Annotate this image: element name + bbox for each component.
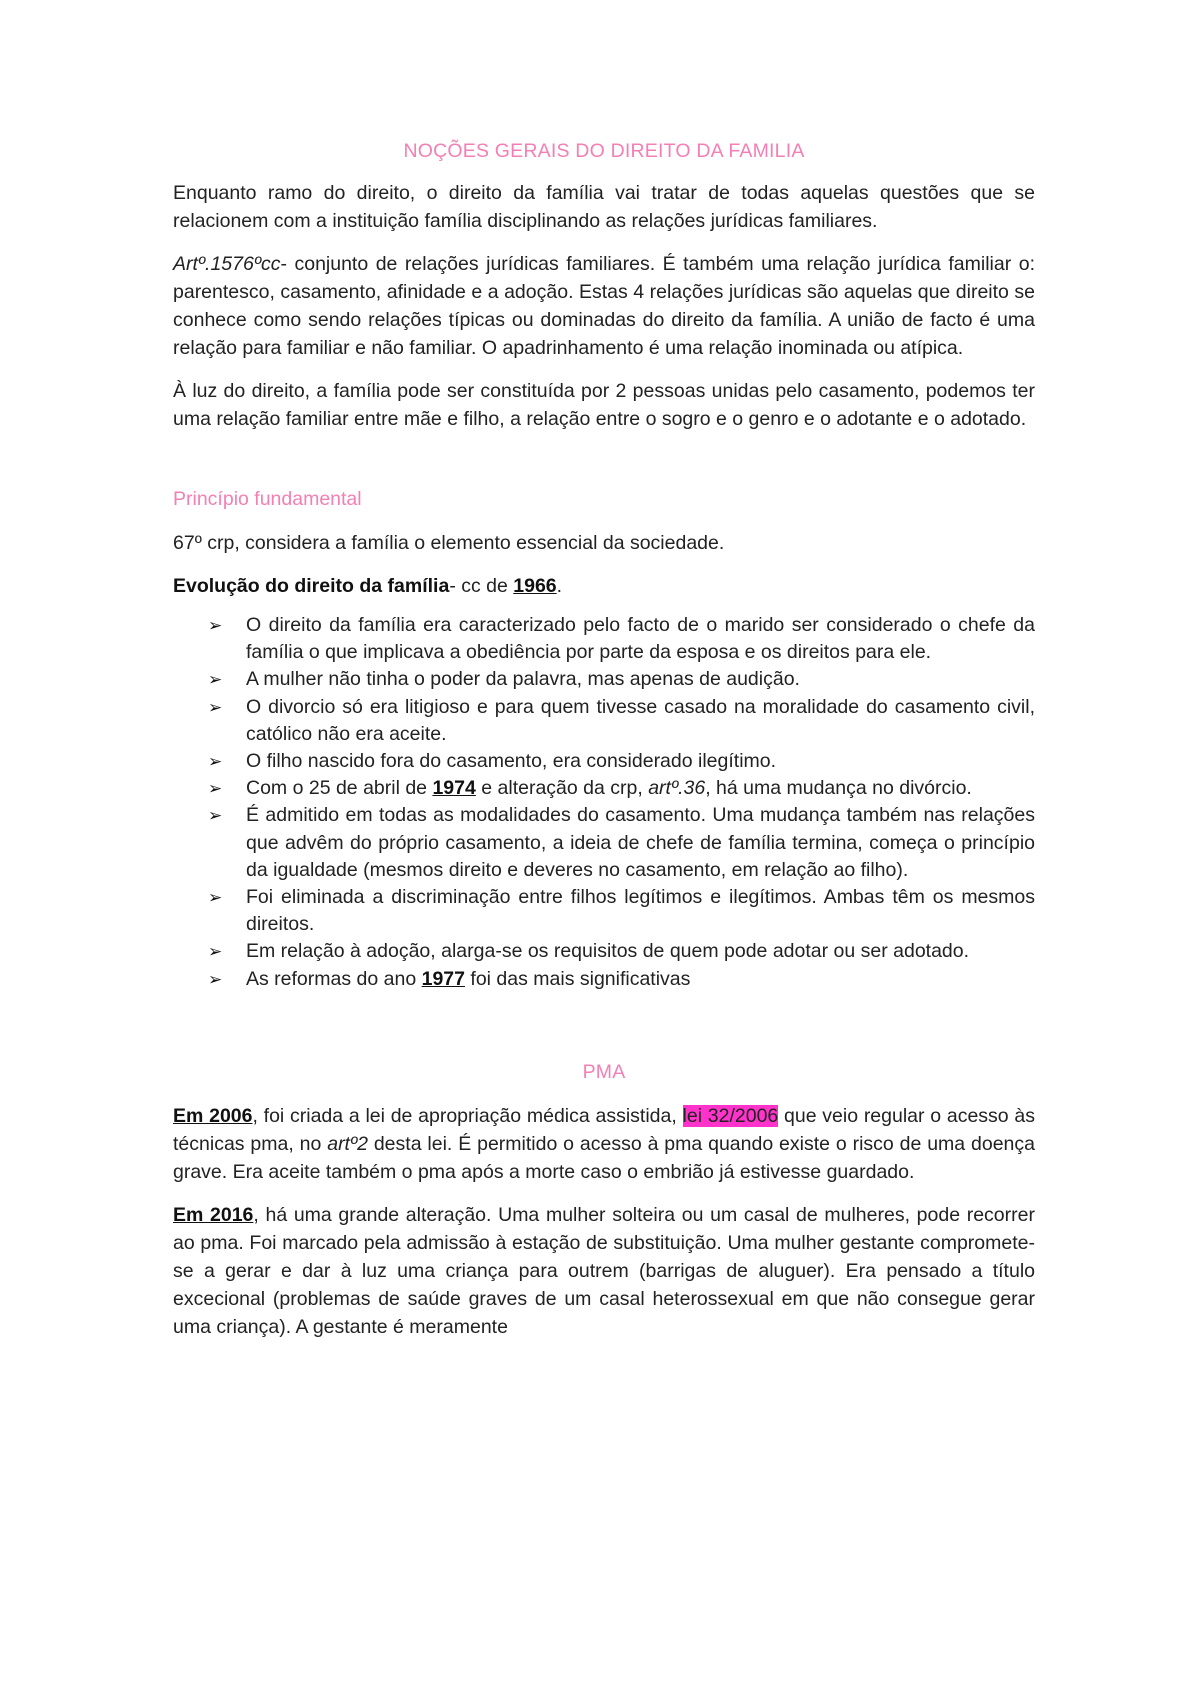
- arrow-bullet-icon: ➢: [208, 942, 223, 962]
- arrow-bullet-icon: ➢: [208, 779, 223, 799]
- year-1977: 1977: [421, 967, 465, 990]
- list-item-text: Em relação à adoção, alarga-se os requisitos de quem pode adotar ou ser adotado.: [246, 940, 970, 963]
- list-item-text: Foi eliminada a discriminação entre filhos legítimos e ilegítimos. Ambas têm os mesmos direitos.: [246, 886, 1035, 936]
- pma-2016-paragraph: [173, 1201, 1035, 1341]
- list-item-text: , há uma mudança no divórcio.: [705, 777, 972, 800]
- list-item-text: foi das mais significativas: [464, 967, 691, 990]
- evolution-end: .: [556, 575, 563, 597]
- article-1576-text: - conjunto de relações jurídicas familiares. É também uma relação jurídica familiar o: parentesco, casamento, afinidade e a adoção. Estas 4 relações jurídicas são aquelas que direito se conhece como sendo relações típicas ou dominadas do direito da família. A união de facto é uma relação para familiar e não familiar. O apadrinhamento é uma relação inominada ou atípica.: [173, 253, 1035, 359]
- list-item-text: O divorcio só era litigioso e para quem tivesse casado na moralidade do casamento civil, católico não era aceite.: [246, 695, 1035, 745]
- arrow-bullet-icon: ➢: [208, 806, 223, 826]
- pma-2006-text: desta lei. É permitido o acesso à pma quando existe o risco de uma doença grave. Era aceite também o pma após a morte caso o embrião já estivesse guardado.: [173, 1132, 1035, 1183]
- list-item: [173, 884, 1035, 938]
- list-item-text: É admitido em todas as modalidades do casamento. Uma mudança também nas relações que advêm do próprio casamento, a ideia de chefe de família termina, começa o princípio da igualdade (mesmos direito e deveres no casamento, em relação ao filho).: [246, 804, 1035, 881]
- list-item: [173, 775, 1035, 802]
- year-1966: 1966: [513, 575, 557, 597]
- evolution-heading: [173, 572, 1035, 600]
- list-item: [173, 748, 1035, 775]
- pma-2006-paragraph: [173, 1102, 1035, 1186]
- article-67-paragraph: 67º crp, considera a família o elemento essencial da sociedade.: [173, 532, 725, 554]
- intro-paragraph: Enquanto ramo do direito, o direito da família vai tratar de todas aquelas questões que se relacionem com a instituição família disciplinando as relações jurídicas familiares.: [173, 182, 1035, 232]
- family-constitution-paragraph: À luz do direito, a família pode ser constituída por 2 pessoas unidas pelo casamento, podemos ter uma relação familiar entre mãe e filho, a relação entre o sogro e o genro e o adotante e o adotado.: [173, 380, 1035, 430]
- list-item: [173, 694, 1035, 748]
- pma-section-title: PMA: [582, 1060, 626, 1083]
- list-item-text: O direito da família era caracterizado pelo facto de o marido ser considerado o chefe da família o que implicava a obediência por parte da esposa e os direitos para ele.: [246, 614, 1035, 664]
- arrow-bullet-icon: ➢: [208, 616, 223, 635]
- year-2016-lead: Em 2016: [173, 1203, 254, 1226]
- article-36-reference: artº.36: [648, 777, 706, 800]
- list-item-text: As reformas do ano: [246, 967, 422, 990]
- list-item: [173, 802, 1035, 884]
- list-item: [173, 938, 1035, 965]
- law-highlight: lei 32/2006: [682, 1104, 779, 1127]
- arrow-bullet-icon: ➢: [208, 969, 223, 989]
- pma-2006-text: que veio regular o acesso às técnicas pma, no: [173, 1104, 1035, 1155]
- evolution-mid-text: - cc de: [449, 575, 514, 597]
- list-item: [173, 966, 1035, 993]
- article-reference: Artº.1576ºcc: [173, 253, 281, 275]
- list-item-text: A mulher não tinha o poder da palavra, mas apenas de audição.: [246, 668, 800, 691]
- arrow-bullet-icon: ➢: [208, 670, 223, 690]
- evolution-bold: Evolução do direito da família: [173, 575, 450, 597]
- evolution-bullet-list: [173, 612, 1035, 993]
- list-item: [173, 666, 1035, 693]
- list-item-text: O filho nascido fora do casamento, era considerado ilegítimo.: [246, 750, 777, 773]
- pma-2016-text: , há uma grande alteração. Uma mulher solteira ou um casal de mulheres, pode recorrer ao pma. Foi marcado pela admissão à estação de substituição. Uma mulher gestante compromete-se a gerar e dar à luz uma criança para outrem (barrigas de aluguer). Era pensado a título excecional (problemas de saúde graves de um casal heterossexual em que não consegue gerar uma criança). A gestante é meramente: [173, 1203, 1035, 1338]
- arrow-bullet-icon: ➢: [208, 697, 223, 717]
- year-1974: 1974: [432, 777, 476, 800]
- principle-heading: Princípio fundamental: [173, 488, 362, 510]
- arrow-bullet-icon: ➢: [208, 752, 223, 772]
- article-2-reference: artº2: [327, 1132, 368, 1155]
- list-item-text: Com o 25 de abril de: [246, 777, 433, 800]
- list-item-text: e alteração da crp,: [475, 777, 649, 800]
- list-item: [173, 612, 1035, 666]
- article-1576-paragraph: [173, 250, 1035, 362]
- pma-2006-text: , foi criada a lei de apropriação médica assistida,: [252, 1104, 683, 1127]
- arrow-bullet-icon: ➢: [208, 888, 223, 908]
- document-title: NOÇÕES GERAIS DO DIREITO DA FAMILIA: [403, 140, 805, 162]
- year-2006-lead: Em 2006: [173, 1104, 253, 1127]
